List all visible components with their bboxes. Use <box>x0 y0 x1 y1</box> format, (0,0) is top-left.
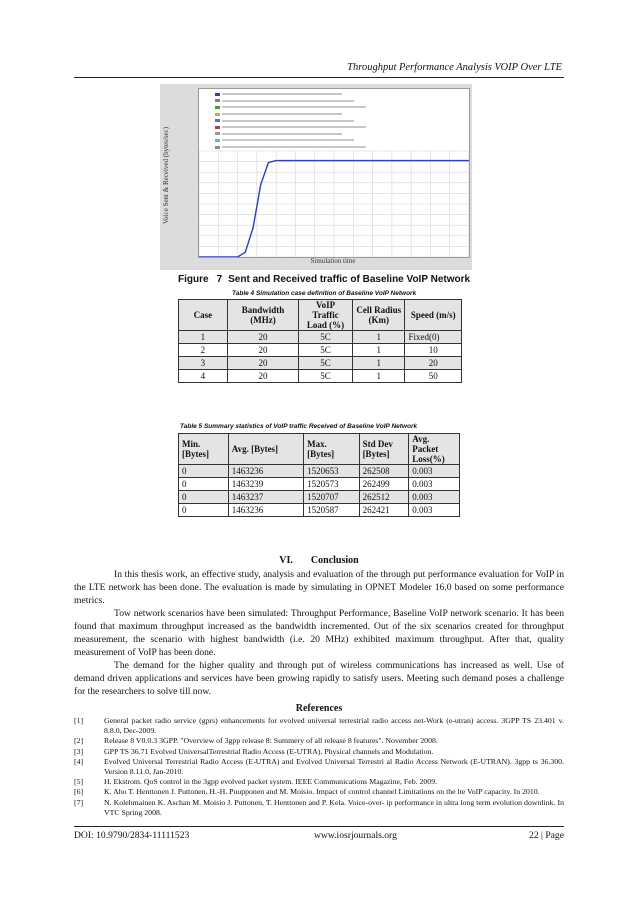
table-cell: 20 <box>227 370 298 383</box>
table-4-header-speed: Speed (m/s) <box>405 300 462 331</box>
table-cell: 20 <box>227 331 298 344</box>
table-cell: 5C <box>299 370 353 383</box>
reference-item <box>74 747 564 757</box>
figure-caption-number: 7 <box>216 274 223 285</box>
table-cell: 1520573 <box>304 478 359 491</box>
table-5-header-row <box>179 434 460 465</box>
reference-number: [3] <box>74 746 84 756</box>
table-cell: 1 <box>352 344 405 357</box>
references-heading: References <box>295 703 343 714</box>
table-cell: 1463237 <box>228 491 303 504</box>
table-cell: 0 <box>179 478 229 491</box>
table-4-caption: Table 4 Simulation case definition of Baseline VoIP Network <box>232 290 417 297</box>
table-cell: 20 <box>405 357 462 370</box>
chart-legend-entry <box>215 131 405 138</box>
reference-text: General packet radio service (gprs) enhancements for evolved universal terrestrial radio access net-Work (e-utran) access. 3GPP TS 23.401 v. 8.8.0, Dec-2009. <box>104 716 564 736</box>
legend-text-blur <box>222 139 354 141</box>
section-title: Conclusion <box>310 555 359 566</box>
table-cell: 262421 <box>359 504 409 517</box>
section-heading-conclusion <box>0 555 638 566</box>
table-cell: 1463236 <box>228 465 303 478</box>
reference-item <box>74 777 564 787</box>
chart-x-axis-label: Simulation time <box>310 257 356 265</box>
table-cell: 0 <box>179 491 229 504</box>
table-4 <box>178 299 462 383</box>
table-cell: 1520653 <box>304 465 359 478</box>
legend-text-blur <box>222 126 366 128</box>
reference-number: [5] <box>74 777 84 787</box>
table-cell: 20 <box>227 344 298 357</box>
legend-swatch <box>215 146 220 149</box>
table-row <box>179 504 460 517</box>
reference-number: [6] <box>74 787 84 797</box>
table-row <box>179 370 462 383</box>
footer-website: www.iosrjournals.org <box>314 830 397 841</box>
table-4-header-bandwidth: Bandwidth (MHz) <box>227 300 298 331</box>
reference-text: GPP TS 36.71 Evolved UniversalTerrestrial Radio Access (E-UTRA). Physical channels and Modulation. <box>104 746 434 756</box>
table-4-header-radius: Cell Radius (Km) <box>352 300 405 331</box>
table-cell: 5C <box>299 344 353 357</box>
legend-swatch <box>215 119 220 122</box>
table-row <box>179 491 460 504</box>
chart-legend-entry <box>215 144 405 151</box>
legend-swatch <box>215 132 220 135</box>
chart-legend-entry <box>215 117 405 124</box>
footer-rule <box>74 826 564 827</box>
table-row <box>179 465 460 478</box>
reference-number: [4] <box>74 756 84 766</box>
legend-swatch <box>215 106 220 109</box>
table-4-header-traffic: VoIP Traffic Load (%) <box>299 300 353 331</box>
legend-text-blur <box>222 120 354 122</box>
conclusion-body <box>74 568 564 698</box>
table-cell: 0 <box>179 465 229 478</box>
table-row <box>179 331 462 344</box>
table-5-header-min: Min. [Bytes] <box>179 434 229 465</box>
chart-legend-entry <box>215 98 405 105</box>
reference-text: Evolved Universal Terrestrial Radio Access (E-UTRA) and Evolved Universal Terrestri al Radio Access Network (E-UTRAN). 3gpp ts 36.300. Version 8.11.0, Jan-2010. <box>104 756 564 777</box>
legend-text-blur <box>222 100 354 102</box>
reference-item <box>74 787 564 797</box>
legend-swatch <box>215 99 220 102</box>
header-rule <box>74 77 564 78</box>
table-cell: 1 <box>352 357 405 370</box>
legend-text-blur <box>222 106 366 108</box>
legend-text-blur <box>222 133 342 135</box>
table-5 <box>178 433 460 517</box>
chart-legend-entry <box>215 104 405 111</box>
table-5-header-loss: Avg. Packet Loss(%) <box>409 434 460 465</box>
legend-swatch <box>215 139 220 142</box>
table-cell: 1463239 <box>228 478 303 491</box>
table-cell: 0.003 <box>409 491 460 504</box>
legend-swatch <box>215 126 220 129</box>
chart-y-axis-label: Voice Sent & Received (bytes/sec) <box>162 126 170 224</box>
table-5-header-std: Std Dev [Bytes] <box>359 434 409 465</box>
chart-legend-entry <box>215 137 405 144</box>
reference-item <box>74 736 564 746</box>
table-cell: 1520707 <box>304 491 359 504</box>
legend-swatch <box>215 113 220 116</box>
references-list <box>74 716 564 818</box>
table-cell: 1 <box>352 331 405 344</box>
chart-legend-entry <box>215 111 405 118</box>
table-cell: 0.003 <box>409 465 460 478</box>
footer-page-number: 22 | Page <box>529 830 564 841</box>
chart-plot-area <box>198 88 470 258</box>
running-header: Throughput Performance Analysis VOIP Over LTE <box>347 62 562 73</box>
reference-text: N. Kolehmainen K. Aschan M. Moisio J. Puttonen, T. Henttonen and P. Kela. Voice-over- ip performance in ultra long term evolution downlink. In VTC Spring 2008. <box>104 797 564 817</box>
chart-legend-entry <box>215 124 405 131</box>
reference-text: Release 8 V0.0.3 3GPP. "Overview of 3gpp release 8: Summery of all release 8 features". November 2008. <box>104 736 438 746</box>
reference-text: H. Ekstrom. QoS control in the 3gpp evolved packet system. IEEE Communications Magazine, Feb. 2009. <box>104 777 438 787</box>
footer-doi: DOI: 10.9790/2834-11111523 <box>74 830 190 841</box>
table-cell: 4 <box>179 370 228 383</box>
table-row <box>179 478 460 491</box>
table-row <box>179 344 462 357</box>
legend-text-blur <box>222 146 366 148</box>
reference-number: [7] <box>74 797 84 807</box>
reference-number: [1] <box>74 716 84 725</box>
chart-legend <box>215 91 405 150</box>
table-row <box>179 357 462 370</box>
table-cell: 262499 <box>359 478 409 491</box>
table-5-header-max: Max. [Bytes] <box>304 434 359 465</box>
table-cell: 50 <box>405 370 462 383</box>
table-5-caption: Table 5 Summary statistics of VoIP traffic Received of Baseline VoIP Network <box>180 423 418 430</box>
table-cell: 0.003 <box>409 478 460 491</box>
table-cell: 1 <box>352 370 405 383</box>
reference-item <box>74 757 564 777</box>
table-cell: 0.003 <box>409 504 460 517</box>
table-cell: 3 <box>179 357 228 370</box>
reference-text: K. Aho T. Henttonen J. Puttonen, H.-H. Puupponen and M. Moisio. Impact of control channel Limitations on the lte VoIP capacity. In 2010. <box>104 787 540 797</box>
legend-text-blur <box>222 113 342 115</box>
table-cell: 1520587 <box>304 504 359 517</box>
table-cell: 2 <box>179 344 228 357</box>
table-5-header-avg: Avg. [Bytes] <box>228 434 303 465</box>
table-4-header-row <box>179 300 462 331</box>
reference-item <box>74 798 564 818</box>
table-cell: 5C <box>299 331 353 344</box>
paragraph: Tow network scenarios have been simulated: Throughput Performance, Baseline VoIP network scenario. It has been found that maximum throughput increased as the bandwidth incremented. Out of the six scenarios created for throughput measurement, the scenario with highest bandwidth (i.e. 20 MHz) exhibited maximum throughput. After that, quality measurement of VoIP has been done. <box>74 608 564 658</box>
table-cell: 262508 <box>359 465 409 478</box>
table-cell: 20 <box>227 357 298 370</box>
figure-7 <box>160 84 472 270</box>
section-number: VI. <box>279 555 293 566</box>
table-cell: 5C <box>299 357 353 370</box>
paragraph: The demand for the higher quality and through put of wireless communications has increased as well. Use of demand driven applications and services have been growing rapidly to satisfy users. Meeting such demand poses a challenge for the researchers to solve till now. <box>74 660 564 697</box>
reference-item <box>74 716 564 736</box>
chart-legend-entry <box>215 91 405 98</box>
legend-text-blur <box>222 93 342 95</box>
reference-number: [2] <box>74 736 84 746</box>
table-cell: 1 <box>179 331 228 344</box>
table-4-header-case: Case <box>179 300 228 331</box>
table-cell: 10 <box>405 344 462 357</box>
legend-swatch <box>215 93 220 96</box>
table-cell: 1463236 <box>228 504 303 517</box>
paragraph: In this thesis work, an effective study, analysis and evaluation of the through put performance evaluation for VoIP in the LTE network has been done. The evaluation is made by simulating in OPNET Modeler 16.0 based on some performance metrics. <box>74 569 564 606</box>
table-cell: 262512 <box>359 491 409 504</box>
figure-caption-text: Sent and Received traffic of Baseline VoIP Network <box>228 274 471 285</box>
figure-caption-label: Figure <box>178 274 209 285</box>
table-cell: 0 <box>179 504 229 517</box>
figure-caption <box>178 274 470 285</box>
table-cell: Fixed(0) <box>405 331 462 344</box>
